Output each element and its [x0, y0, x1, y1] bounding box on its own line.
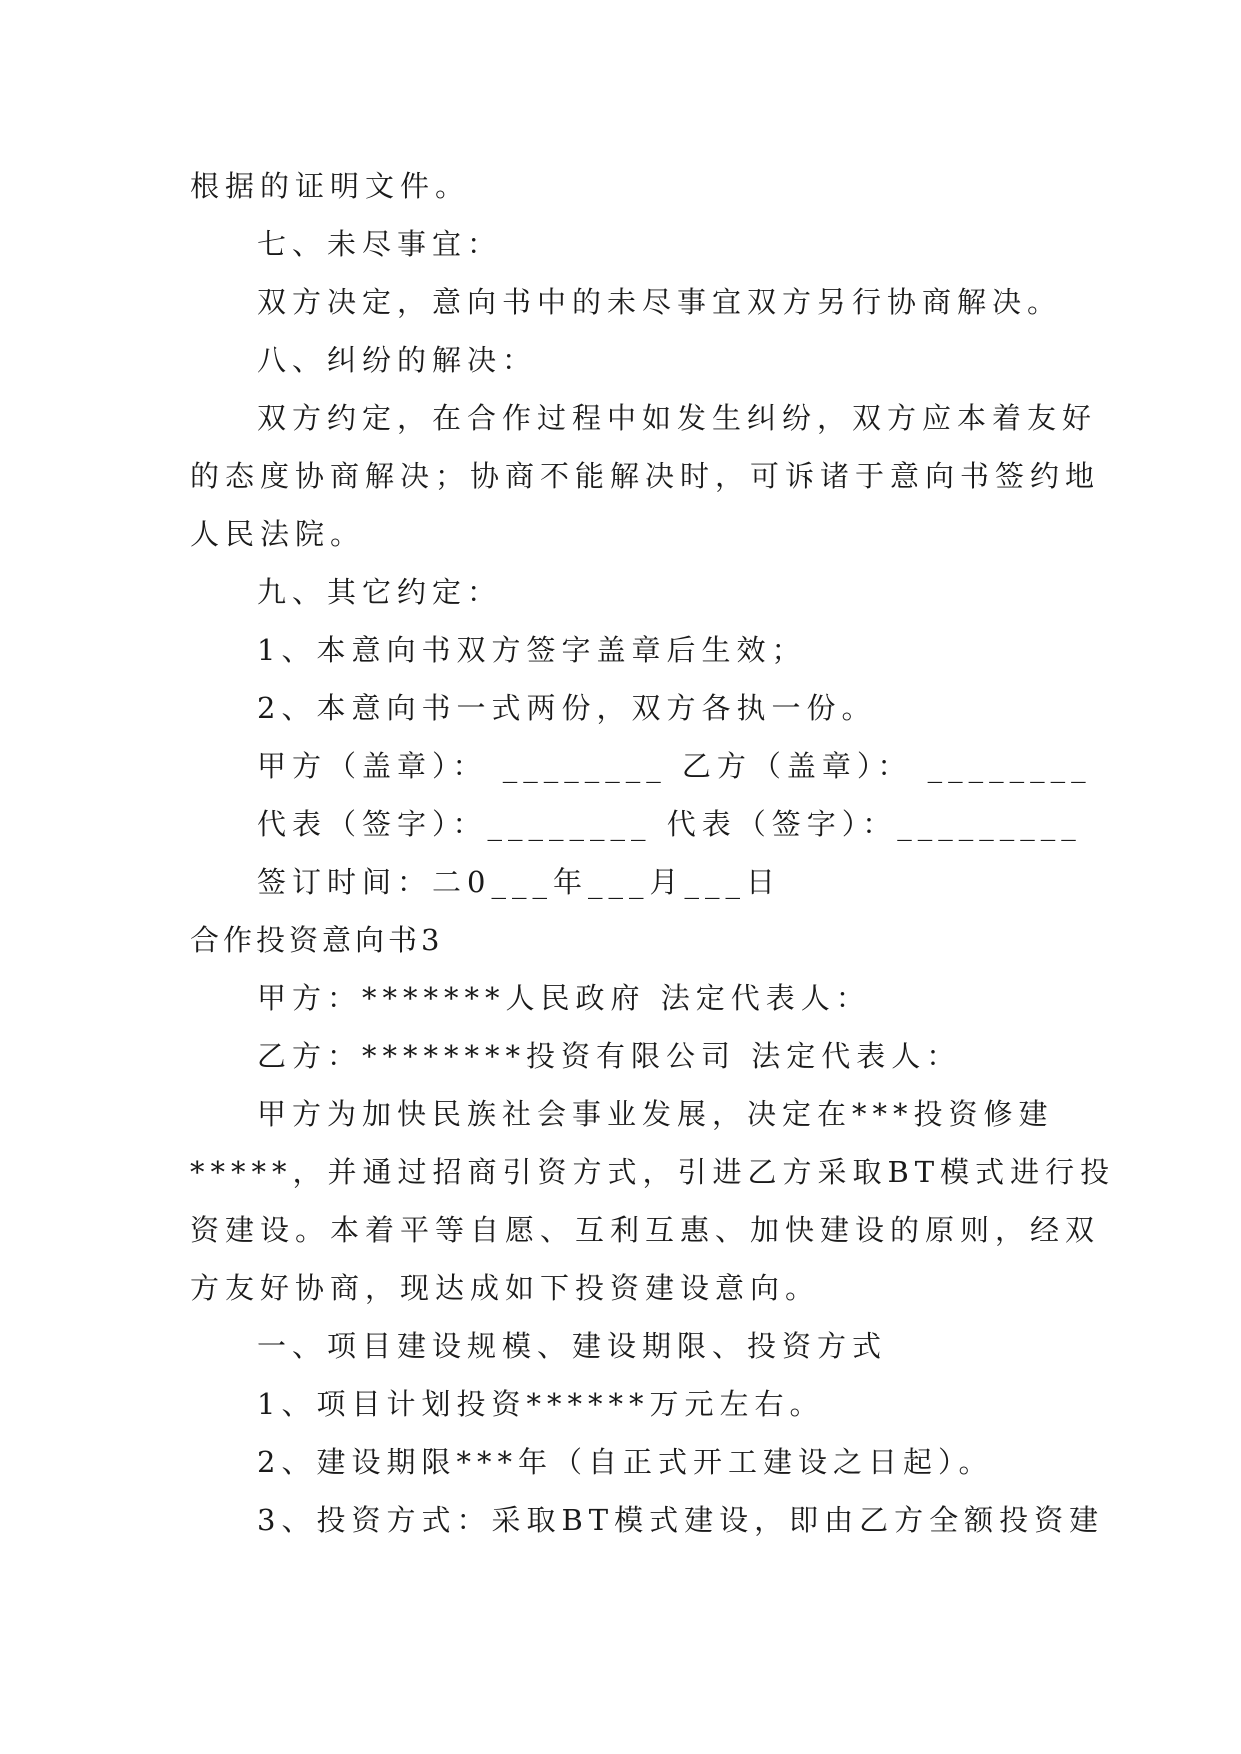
section-heading: 九、其它约定：: [257, 575, 503, 609]
section-heading: 八、纠纷的解决：: [257, 343, 538, 377]
paragraph-line: 甲方为加快民族社会事业发展，决定在***投资修建: [257, 1097, 1054, 1131]
party-b-line: 乙方：********投资有限公司 法定代表人：: [257, 1039, 962, 1073]
paragraph-line: 根据的证明文件。: [190, 169, 471, 203]
seal-line: 甲方（盖章）： ________ 乙方（盖章）： ________: [257, 749, 1092, 783]
document-title: 合作投资意向书3: [190, 923, 444, 957]
paragraph-line: 双方约定，在合作过程中如发生纠纷，双方应本着友好: [257, 401, 1098, 435]
list-item: 1、项目计划投资******万元左右。: [257, 1387, 825, 1421]
signing-date-line: 签订时间：二0___年___月___日: [257, 865, 781, 899]
paragraph-line: 双方决定，意向书中的未尽事宜双方另行协商解决。: [257, 285, 1063, 319]
paragraph-line: 资建设。本着平等自愿、互利互惠、加快建设的原则，经双: [190, 1213, 1101, 1247]
list-item: 1、本意向书双方签字盖章后生效；: [257, 633, 807, 667]
section-heading: 一、项目建设规模、建设期限、投资方式: [257, 1329, 888, 1363]
list-item: 2、本意向书一式两份，双方各执一份。: [257, 691, 877, 725]
paragraph-line: 的态度协商解决；协商不能解决时，可诉诸于意向书签约地: [190, 459, 1101, 493]
paragraph-line: 方友好协商，现达成如下投资建设意向。: [190, 1271, 821, 1305]
section-heading: 七、未尽事宜：: [257, 227, 503, 261]
party-a-line: 甲方：*******人民政府 法定代表人：: [257, 981, 871, 1015]
paragraph-line: 人民法院。: [190, 517, 366, 551]
paragraph-line: *****，并通过招商引资方式，引进乙方采取BT模式进行投: [190, 1155, 1116, 1189]
list-item: 2、建设期限***年（自正式开工建设之日起）。: [257, 1445, 994, 1479]
list-item: 3、投资方式：采取BT模式建设，即由乙方全额投资建: [257, 1503, 1105, 1537]
signature-line: 代表（签字）：________ 代表（签字）：_________: [257, 807, 1082, 841]
